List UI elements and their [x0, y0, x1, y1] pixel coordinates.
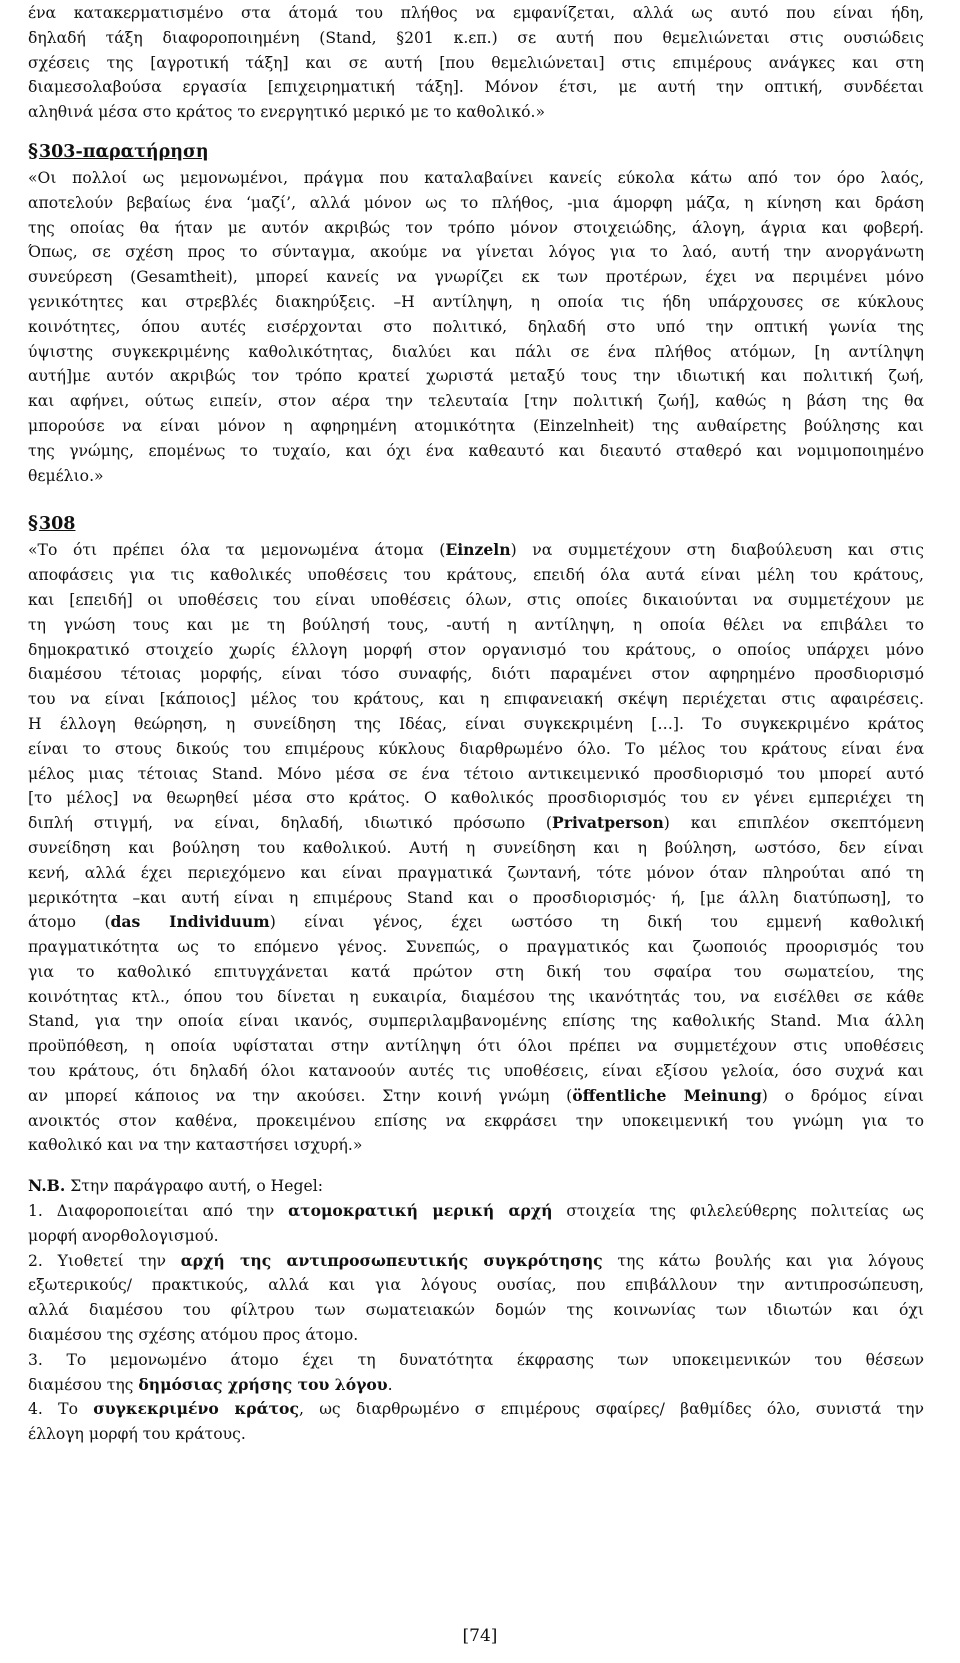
text-line: «Οι πολλοί ως μεμονωμένοι, πράγμα που καταλαβαίνει κανείς εύκολα κάτω από τον όρο λαός, — [28, 168, 924, 187]
text-run: ) ο δρόμος είναι — [761, 1086, 925, 1105]
text-line: κοινότητες, όπου αυτές εισέρχονται στο πολιτικό, δηλαδή στο υπό την οπτική γωνία της — [28, 317, 924, 336]
text-run: ) είναι γένος, έχει ωστόσο τη δική του εμμενή καθολική — [269, 913, 924, 932]
text-line: δημοκρατικό στοιχείο χωρίς έλλογη μορφή στον οργανισμό του κράτους, ο οποίος υπάρχει μόνο — [28, 640, 924, 659]
text-line: της γνώμης, επομένως το τυχαίο, και όχι ένα καθεαυτό και διεαυτό σταθερό και νομιμοποιημένο — [28, 441, 924, 460]
text-run: «Το ότι πρέπει όλα τα μεμονωμένα άτομα ( — [28, 541, 446, 560]
text-line: συνεύρεση (Gesamtheit), μπορεί κανείς να γνωρίζει εκ των προτέρων, έχει να περιμένει μόνο — [28, 268, 924, 287]
text-line — [28, 1249, 924, 1274]
page-number: [74] — [462, 1626, 498, 1646]
text-line: αν μπορεί κάποιος να την ακούσει. Στην κοινή γνώμη (öffentliche Meinung) ο δρόμος είναι — [28, 1085, 925, 1105]
text-run: ) να συμμετέχουν στη διαβούλευση και στις — [510, 541, 925, 560]
text-run: ) και επιπλέον σκεπτόμενη — [663, 814, 924, 833]
text-line: για το καθολικό επιτυγχάνεται κατά πρώτον στη δική του σφαίρα του σωματείου, της — [28, 962, 924, 981]
text-line: αυτή]με αυτόν ακριβώς τον τρόπο κρατεί χωριστά μεταξύ τους την ιδιωτική και πολιτική ζωή, — [28, 367, 924, 386]
text-run: άτομο ( — [28, 913, 111, 932]
text-line: δηλαδή τάξη διαφοροποιημένη (Stand, §201 κ.επ.) σε αυτή που θεμελιώνεται στις ουσιώδεις — [28, 28, 924, 47]
text-line: κενή, αλλά έχει περιεχόμενο και είναι πραγματικά ζωντανή, τότε μόνον όταν πληρούται από τη — [28, 863, 924, 882]
text-line: της οποίας θα ήταν με αυτόν ακριβώς τον τρόπο μόνον στοιχειώδης, άλογη, άγρια και φοβερή. — [28, 218, 924, 237]
text-line: είναι το στους δικούς του επιμέρους κύκλους διαρθρωμένο όλο. Το μέλος του κράτους είναι ένα — [28, 739, 924, 758]
section-303-heading — [28, 138, 924, 166]
text-run: . — [387, 1375, 393, 1394]
text-line: μορφή ανορθολογισμού. — [28, 1226, 219, 1245]
section-308-title: 308 — [38, 514, 76, 535]
text-line: διαμεσολαβούσα εργασία [επιχειρηματική τάξη]. Μόνον έτσι, με αυτή την οπτική, συνδέεται — [28, 78, 924, 97]
text-line: θεμέλιο.» — [28, 466, 104, 485]
text-run: 1. Διαφοροποιείται από την — [28, 1202, 289, 1221]
nb-intro-line — [28, 1174, 924, 1199]
text-line: σχέσεις της [αγροτική τάξη] και σε αυτή [που θεμελιώνεται] στις επιμέρους ανάγκες και στη — [28, 53, 924, 72]
text-line: τη γνώση τους και με τη βούλησή τους, -αυτή η αντίληψη, η οποία θέλει να επιβάλει το — [28, 615, 924, 634]
text-line: διαμέσου της σχέσης ατόμου προς άτομο. — [28, 1326, 359, 1345]
bold-term: δημόσιας χρήσης του λόγου — [138, 1374, 388, 1394]
bold-term: Einzeln — [445, 540, 511, 560]
text-line: αληθινά μέσα στο κράτος το ενεργητικό μερικό με το καθολικό.» — [28, 103, 546, 122]
text-line: του να είναι [κάποιος] μέλος του κράτους, και η επιφανειακή σκέψη περιέχεται στις αφαιρέσεις. — [28, 690, 924, 709]
text-line: και [επειδή] οι υποθέσεις του είναι υποθέσεις όλων, στις οποίες δικαιούνται να συμμετέχουν με — [28, 590, 924, 609]
text-line: [το μέλος] να θεωρηθεί μέσα στο κράτος. Ο καθολικός προσδιορισμός του εν γένει εμπεριέχει τη — [28, 789, 924, 808]
text-line — [28, 811, 924, 836]
intro-paragraph — [28, 0, 924, 125]
text-line — [28, 910, 924, 935]
bold-term: das Individuum — [110, 912, 270, 932]
section-308-paragraph — [28, 538, 924, 1158]
text-line — [28, 1199, 924, 1224]
bold-term: αρχή της αντιπροσωπευτικής συγκρότησης — [180, 1250, 603, 1270]
text-line: συνείδηση και βούληση του καθολικού. Αυτή η συνείδηση και η βούληση, ωστόσο, δεν είναι — [28, 838, 924, 857]
text-run: διαμέσου της — [28, 1375, 139, 1394]
text-line: ύψιστης συγκεκριμένης καθολικότητας, διαλύει και πάλι σε ένα πλήθος ατόμων, [η αντίληψη — [28, 342, 924, 361]
bold-term: Privatperson — [552, 813, 664, 833]
section-303-title: 303-παρατήρηση — [38, 141, 209, 162]
text-run: , ως διαρθρωμένο σ επιμέρους σφαίρες/ βαθμίδες όλο, συνιστά την — [298, 1400, 925, 1419]
text-line: διαμέσου τέτοιας μορφής, είναι τόσο συναφής, διότι παραμένει στον αφηρημένο προσδιορισμό — [28, 665, 924, 684]
text-line: προϋπόθεση, η οποία υφίσταται στην αντίληψη ότι όλοι πρέπει να συμμετέχουν στις υποθέσεις — [28, 1037, 924, 1056]
text-line — [28, 1373, 924, 1398]
text-line: Stand, για την οποία είναι ικανός, συμπεριλαμβανομένης επίσης της καθολικής Stand. Μια άλλη — [28, 1012, 924, 1031]
text-line: κοινότητας κτλ., όπου του δίνεται η ευκαιρία, διαμέσου της ικανότητάς του, να εισέλθει σε κάθε — [28, 987, 924, 1006]
text-run: 2. Υιοθετεί την — [28, 1251, 181, 1270]
text-line: καθολικό και να την καταστήσει ισχυρή.» — [28, 1136, 363, 1155]
section-symbol: § — [28, 139, 38, 162]
bold-term: ατομοκρατική μερική αρχή — [288, 1201, 553, 1221]
section-symbol: § — [28, 512, 38, 535]
text-line: γενικότητες και στρεβλές διακηρύξεις. –Η αντίληψη, η οποία τις ήδη υπάρχουσες σε κύκλους — [28, 292, 924, 311]
text-line: ένα κατακερματισμένο στα άτομά του πλήθος να εμφανίζεται, αλλά ως αυτό που είναι ήδη, — [28, 4, 924, 22]
text-run: 4. Το — [28, 1400, 94, 1419]
text-line: πραγματικότητα ως το επόμενο γένος. Συνεπώς, ο πραγματικός και ζωοποιός προορισμός του — [28, 938, 924, 957]
text-line — [28, 1397, 924, 1422]
text-line: Η έλλογη θεώρηση, η συνείδηση της Ιδέας, είναι συγκεκριμένη […]. Το συγκεκριμένο κράτος — [28, 714, 924, 733]
text-run: στοιχεία της φιλελεύθερης πολιτείας ως — [552, 1202, 924, 1221]
section-303-paragraph — [28, 166, 924, 488]
bold-term: öffentliche Meinung — [572, 1085, 762, 1105]
text-line — [28, 538, 924, 563]
bold-term: συγκεκριμένο κράτος — [93, 1399, 299, 1419]
text-line: και αφήνει, ούτως ειπείν, στον αέρα την τελευταία [την πολιτική ζωή], καθώς η βάση της θα — [28, 392, 924, 411]
text-line: Όπως, σε σχέση προς το σύνταγμα, ακούμε να γίνεται λόγος για το λαό, αυτή την ανοργάνωτη — [28, 243, 924, 262]
text-line: 3. Το μεμονωμένο άτομο έχει τη δυνατότητα έκφρασης των υποκειμενικών του θέσεων — [28, 1350, 924, 1369]
text-line: αποτελούν βεβαίως ένα ‘μαζί’, αλλά μόνον ως το πλήθος, -μια άμορφη μάζα, η κίνηση και δράση — [28, 193, 924, 212]
nb-list — [28, 1199, 924, 1447]
text-line: αλλά διαμέσου του φίλτρου των σωματειακών δομών της κοινωνίας των ιδιωτών και όχι — [28, 1301, 924, 1320]
text-line: μερικότητα –και αυτή είναι η επιμέρους Stand και ο προσδιορισμός· ή, [με άλλη διατύπωση], το — [28, 888, 924, 907]
text-run: της κάτω βουλής και για λόγους — [602, 1251, 925, 1270]
text-line: ανοικτός στον καθένα, προκειμένου επίσης να εκφράσει την υποκειμενική του γνώμη για το — [28, 1111, 924, 1130]
text-line: μέλος μιας τέτοιας Stand. Μόνο μέσα σε ένα τέτοιο αντικειμενικό προσδιορισμό του μπορεί αυτό — [28, 764, 924, 783]
text-line: μπορούσε να είναι μόνον η αφηρημένη ατομικότητα (Einzelnheit) της αυθαίρετης βούλησης και — [28, 416, 924, 435]
text-line: εξωτερικούς/ πρακτικούς, αλλά και για λόγους ουσίας, που επιβάλλουν την αντιπροσώπευση, — [28, 1276, 924, 1295]
text-line: αποφάσεις για τις καθολικές υποθέσεις του κράτους, επειδή όλα αυτά είναι μέλη του κράτους, — [28, 566, 924, 585]
text-run: διπλή στιγμή, να είναι, δηλαδή, ιδιωτικό πρόσωπο ( — [28, 814, 552, 833]
nb-intro-text: Στην παράγραφο αυτή, ο Hegel: — [65, 1177, 323, 1196]
section-308-heading — [28, 510, 924, 538]
text-line: του κράτους, ότι δηλαδή όλοι κατανοούν αυτές τις υποθέσεις, είναι εξίσου γελοία, όσο συχνά και — [28, 1062, 924, 1081]
nb-label: N.B. — [28, 1176, 66, 1196]
text-line: έλλογη μορφή του κράτους. — [28, 1425, 246, 1444]
